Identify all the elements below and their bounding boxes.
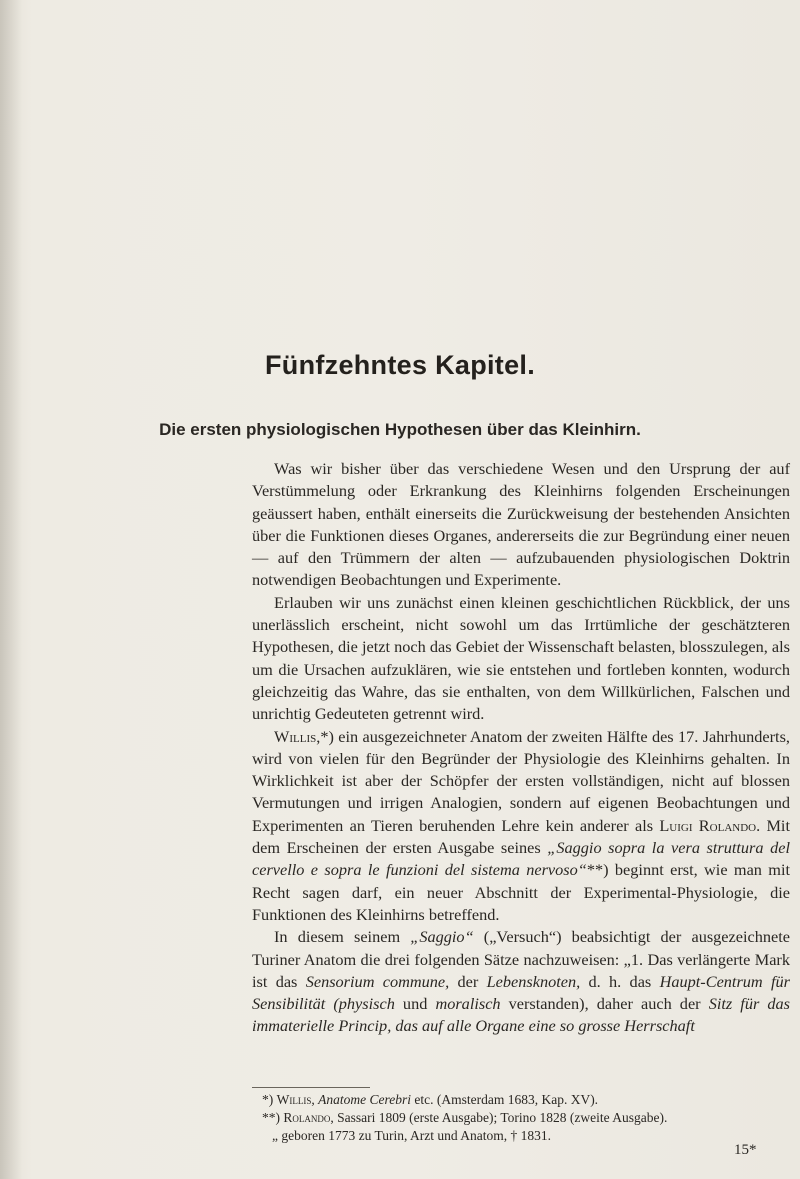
paragraph-4 — [252, 926, 790, 1037]
chapter-subtitle: Die ersten physiologischen Hypothesen über das Kleinhirn. — [159, 420, 641, 439]
footnote-ref-2: **) — [586, 860, 609, 880]
paragraph-4-text-f: verstanden), daher auch der — [500, 994, 709, 1014]
footnote-2 — [262, 1109, 782, 1127]
footnote-ref-1: *) — [320, 726, 334, 746]
paragraph-3-text-a: ein ausgezeichneter Anatom der zweiten Hälfte des 17. Jahrhunderts, wird von vielen für den Begründer der Physiologie des Kleinhirns gehalten. In Wirklichkeit ist aber der Schöpfer der ersten vollständigen, nicht auf blossen Vermutungen und irrigen Analogien, sondern auf eigenen Beobachtungen und Experimenten an Tieren beruhenden Lehre kein anderer als — [252, 726, 790, 835]
page-gutter-shadow — [0, 0, 22, 1179]
paragraph-4-text-b: („Versuch“) beabsichtigt der ausgezeichnete Turiner Anatom die drei folgenden Sätze nachzuweisen: „1. Das verlängerte Mark ist das — [252, 927, 790, 991]
paragraph-4-text-c: der — [449, 971, 487, 991]
term-lebensknoten: Lebensknoten, — [486, 971, 581, 991]
term-sitz: Sitz für das immaterielle Princip, das auf alle Organe eine so grosse Herrschaft — [252, 994, 790, 1036]
chapter-title: Fünfzehntes Kapitel. — [264, 350, 535, 380]
paragraph-3 — [252, 726, 790, 927]
footnote-2-author: Rolando, — [283, 1110, 334, 1125]
footnote-1 — [262, 1091, 782, 1109]
work-title-saggio: „Saggio sopra la vera struttura del cervello e sopra le funzioni del sistema nervoso“ — [252, 838, 790, 880]
footnote-divider — [252, 1087, 370, 1088]
footnote-3: „ geboren 1773 zu Turin, Arzt und Anatom, † 1831. — [272, 1128, 551, 1143]
term-sensorium: Sensorium commune, — [305, 971, 450, 991]
paragraph-3-text-b: Mit dem Erscheinen der ersten Ausgabe seines — [252, 815, 790, 858]
author-name-willis: Willis, — [274, 726, 321, 746]
footnote-2-mark: **) — [262, 1110, 280, 1125]
paragraph-1: Was wir bisher über das verschiedene Wesen und den Ursprung der auf Verstümmelung oder Erkrankung des Kleinhirns folgenden Erscheinungen geäussert haben, enthält einerseits die Zurückweisung der bestehenden Ansichten über die Funktionen dieses Organes, andererseits die zur Begründung einer neuen — auf den Trümmern der alten — aufzubauenden physiologischen Doktrin notwendigen Beobachtungen und Experimente. — [252, 459, 790, 590]
paragraph-3-text-c: beginnt erst, wie man mit Recht sagen darf, ein neuer Abschnitt der Experimental-Physiologie, die Funktionen des Kleinhirns betreffend. — [252, 860, 791, 924]
footnote-1-rest: etc. (Amsterdam 1683, Kap. XV). — [414, 1092, 599, 1107]
footnote-1-work: Anatome Cerebri — [318, 1092, 411, 1107]
footnotes — [262, 1091, 782, 1145]
term-haupt-centrum: Haupt-Centrum für Sensibilität (physisch — [252, 971, 790, 1014]
footnote-1-mark: *) — [262, 1092, 274, 1107]
footnote-2-rest: Sassari 1809 (erste Ausgabe); Torino 1828 (zweite Ausgabe). — [337, 1110, 668, 1125]
paragraph-4-text-d: d. h. das — [580, 971, 660, 991]
author-name-rolando: Luigi Rolando. — [659, 815, 761, 835]
printer-signature: 15* — [734, 1142, 757, 1158]
body-text — [252, 458, 790, 1038]
paragraph-4-text-a: In diesem seinem — [274, 927, 411, 947]
footnote-1-author: Willis, — [276, 1092, 315, 1107]
paragraph-2: Erlauben wir uns zunächst einen kleinen geschichtlichen Rückblick, der uns unerlässlich erscheint, nicht sowohl um das Irrtümliche der geschätzteren Hypothesen, die jetzt noch das Gebiet der Wissenschaft belasten, blosszulegen, als um die Ursachen aufzuklären, wie sie entstehen und fortleben konnten, wodurch gleichzeitig das Wahre, das sie enthalten, von dem Willkürlichen, Falschen und unrichtig Gedeuteten getrennt wird. — [252, 592, 790, 724]
paragraph-4-text-e: und — [394, 994, 436, 1014]
term-moralisch: moralisch — [435, 994, 501, 1014]
work-title-saggio-short: „Saggio“ — [410, 927, 474, 947]
